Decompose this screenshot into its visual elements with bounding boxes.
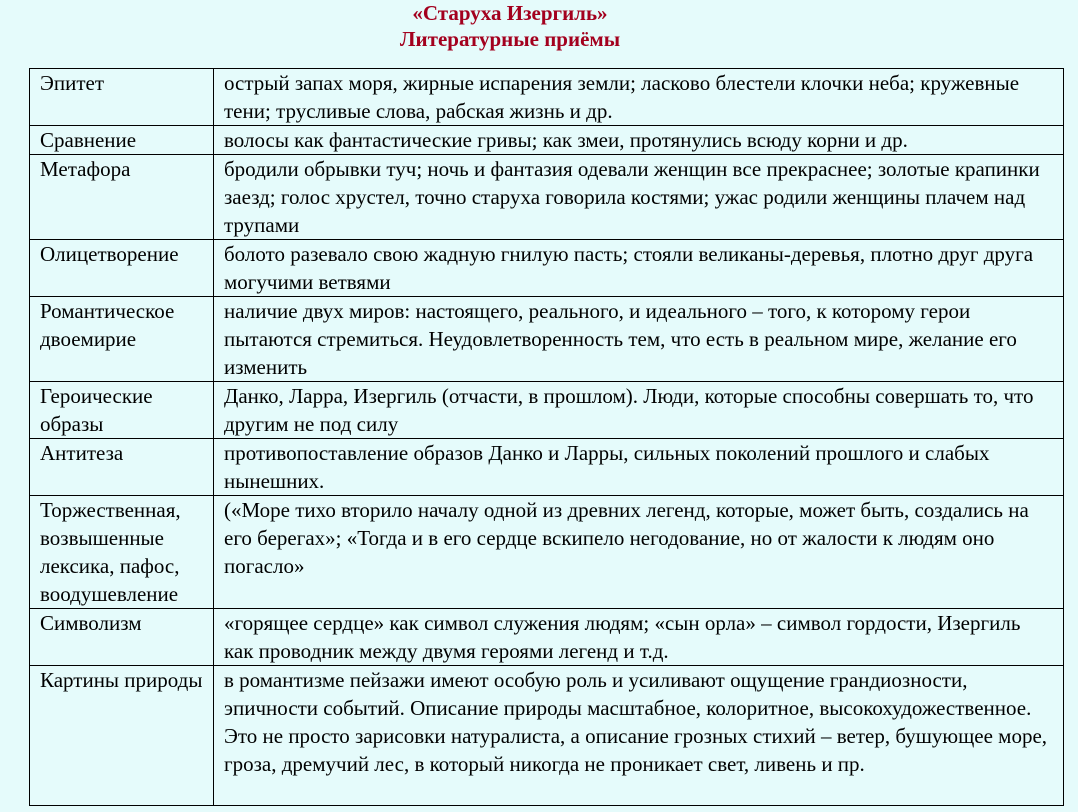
document-title: «Старуха Изергиль» — [412, 1, 608, 25]
device-term: Символизм — [30, 609, 214, 666]
table-row — [30, 609, 1064, 666]
table-row — [30, 666, 1064, 806]
device-term: Сравнение — [30, 126, 214, 155]
device-term: Эпитет — [30, 69, 214, 126]
device-examples: («Море тихо вторило началу одной из древних легенд, которые, может быть, создались на его берегах»; «Тогда и в его сердце вскипело негодование, но от жалости к людям оно погасло» — [214, 496, 1064, 609]
device-term: Метафора — [30, 155, 214, 240]
table-row — [30, 69, 1064, 126]
table-row — [30, 155, 1064, 240]
device-examples: противопоставление образов Данко и Ларры, сильных поколений прошлого и слабых нынешних. — [214, 439, 1064, 496]
device-examples: болото разевало свою жадную гнилую пасть; стояли великаны-деревья, плотно друг друга могучими ветвями — [214, 240, 1064, 297]
device-examples: бродили обрывки туч; ночь и фантазия одевали женщин все прекраснее; золотые крапинки заезд; голос хрустел, точно старуха говорила костями; ужас родили женщины плачем над трупами — [214, 155, 1064, 240]
device-examples: Данко, Ларра, Изергиль (отчасти, в прошлом). Люди, которые способны совершать то, что другим не под силу — [214, 382, 1064, 439]
table-row — [30, 496, 1064, 609]
device-term: Картины природы — [30, 666, 214, 806]
device-term: Романтическое двоемирие — [30, 297, 214, 382]
document-header — [0, 0, 1020, 52]
device-examples: наличие двух миров: настоящего, реального, и идеального – того, к которому герои пытаются стремиться. Неудовлетворенность тем, что есть в реальном мире, желание его изменить — [214, 297, 1064, 382]
device-examples: острый запах моря, жирные испарения земли; ласково блестели клочки неба; кружевные тени; трусливые слова, рабская жизнь и др. — [214, 69, 1064, 126]
table-row — [30, 439, 1064, 496]
device-term: Олицетворение — [30, 240, 214, 297]
device-examples: волосы как фантастические гривы; как змеи, протянулись всюду корни и др. — [214, 126, 1064, 155]
table-row — [30, 297, 1064, 382]
literary-devices-table — [29, 68, 1064, 806]
table-row — [30, 126, 1064, 155]
device-examples: «горящее сердце» как символ служения людям; «сын орла» – символ гордости, Изергиль как проводник между двумя героями легенд и т.д. — [214, 609, 1064, 666]
document-subtitle: Литературные приёмы — [399, 27, 621, 51]
device-term: Героические образы — [30, 382, 214, 439]
device-term: Торжественная, возвышенные лексика, пафос, воодушевление — [30, 496, 214, 609]
device-term: Антитеза — [30, 439, 214, 496]
device-examples: в романтизме пейзажи имеют особую роль и усиливают ощущение грандиозности, эпичности событий. Описание природы масштабное, колоритное, высокохудожественное. Это не просто зарисовки натуралиста, а описание грозных стихий – ветер, бушующее море, гроза, дремучий лес, в который никогда не проникает свет, ливень и пр. — [214, 666, 1064, 806]
table-row — [30, 240, 1064, 297]
table-row — [30, 382, 1064, 439]
